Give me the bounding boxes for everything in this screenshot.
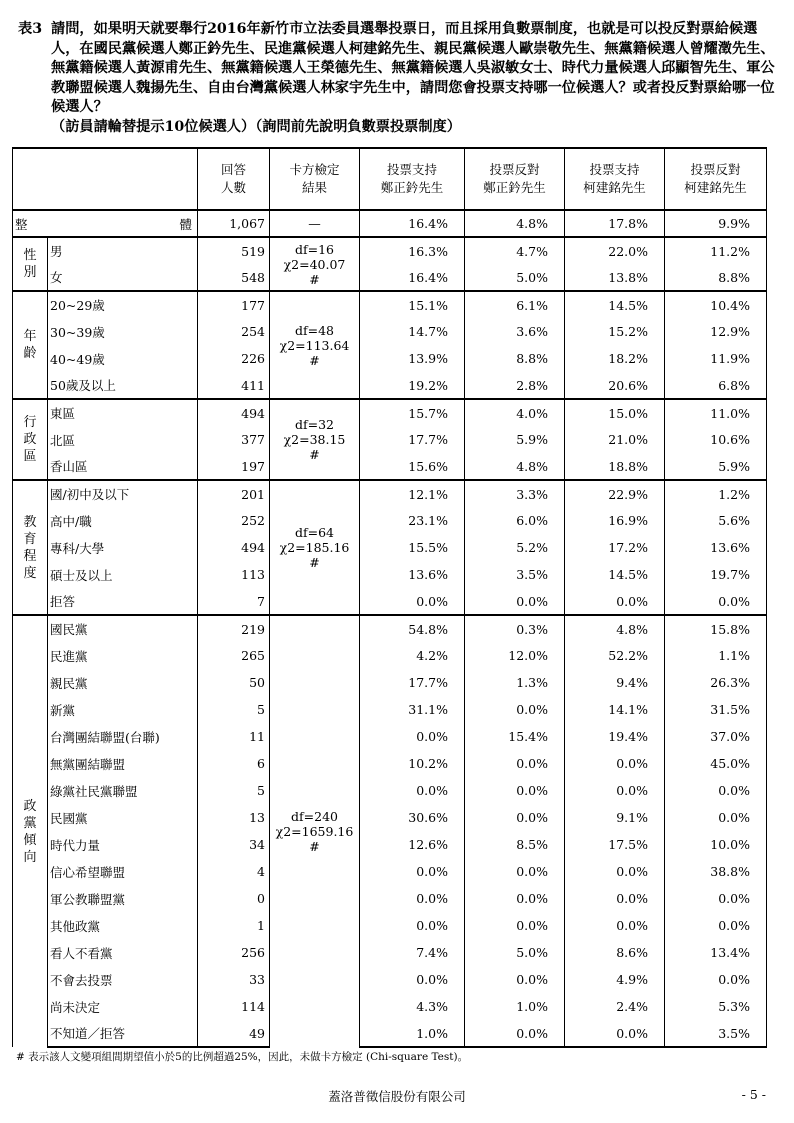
row-pct-2: 0.3%: [465, 615, 565, 642]
row-pct-1: 19.2%: [360, 372, 465, 399]
row-pct-4: 13.4%: [665, 939, 767, 966]
row-label: 看人不看黨: [48, 939, 198, 966]
row-count: 13: [198, 804, 270, 831]
row-pct-4: 13.6%: [665, 534, 767, 561]
row-label: 不會去投票: [48, 966, 198, 993]
row-label: 軍公教聯盟黨: [48, 885, 198, 912]
table-row: [13, 1020, 767, 1047]
row-count: 377: [198, 426, 270, 453]
row-label: 國民黨: [48, 615, 198, 642]
row-pct-1: 54.8%: [360, 615, 465, 642]
row-pct-2: 4.0%: [465, 399, 565, 426]
row-pct-1: 0.0%: [360, 858, 465, 885]
chi-line: df=48: [294, 322, 334, 338]
group-label: 性別: [13, 237, 48, 291]
row-label: 信心希望聯盟: [48, 858, 198, 885]
table-row: [13, 264, 767, 291]
row-pct-4: 0.0%: [665, 912, 767, 939]
row-pct-4: 19.7%: [665, 561, 767, 588]
row-pct-3: 8.6%: [565, 939, 665, 966]
table-row: [13, 480, 767, 507]
chi-line: χ2=113.64: [279, 337, 350, 353]
table-row: [13, 507, 767, 534]
row-pct-1: 7.4%: [360, 939, 465, 966]
row-count: 226: [198, 345, 270, 372]
row-label: 40~49歲: [48, 345, 198, 372]
chi-line: df=16: [294, 241, 334, 257]
row-count: 219: [198, 615, 270, 642]
table-row: [13, 777, 767, 804]
row-pct-3: 0.0%: [565, 588, 665, 615]
row-count: 494: [198, 399, 270, 426]
row-pct-2: 4.8%: [465, 453, 565, 480]
total-pct-3: 17.8%: [565, 210, 665, 237]
row-pct-3: 14.5%: [565, 561, 665, 588]
chi-line: χ2=40.07: [283, 256, 346, 272]
group-label: 行政區: [13, 399, 48, 480]
row-pct-4: 11.2%: [665, 237, 767, 264]
chi-line: χ2=1659.16: [275, 824, 354, 839]
row-pct-1: 0.0%: [360, 723, 465, 750]
header-col-1: 投票支持 鄭正鈐先生: [360, 148, 465, 210]
row-label: 國/初中及以下: [48, 480, 198, 507]
row-pct-2: 3.5%: [465, 561, 565, 588]
row-pct-2: 4.7%: [465, 237, 565, 264]
row-pct-2: 0.0%: [465, 804, 565, 831]
table-row: [13, 615, 767, 642]
row-pct-3: 14.1%: [565, 696, 665, 723]
row-pct-2: 5.0%: [465, 264, 565, 291]
row-pct-1: 13.9%: [360, 345, 465, 372]
row-pct-4: 5.9%: [665, 453, 767, 480]
header-chi: 卡方檢定 結果: [270, 148, 360, 210]
row-pct-3: 0.0%: [565, 858, 665, 885]
chi-square-result: [270, 399, 360, 480]
row-pct-4: 1.2%: [665, 480, 767, 507]
chi-line: #: [309, 352, 320, 368]
row-pct-4: 0.0%: [665, 966, 767, 993]
row-pct-1: 23.1%: [360, 507, 465, 534]
row-count: 177: [198, 291, 270, 318]
row-count: 1: [198, 912, 270, 939]
row-count: 6: [198, 750, 270, 777]
table-row: [13, 399, 767, 426]
header-row: [13, 148, 767, 210]
table-row: [13, 561, 767, 588]
chi-line: #: [309, 555, 320, 570]
row-label: 高中/職: [48, 507, 198, 534]
total-row: [13, 210, 767, 237]
row-pct-3: 17.2%: [565, 534, 665, 561]
row-pct-3: 17.5%: [565, 831, 665, 858]
row-pct-3: 2.4%: [565, 993, 665, 1020]
row-count: 519: [198, 237, 270, 264]
row-pct-3: 14.5%: [565, 291, 665, 318]
row-pct-3: 0.0%: [565, 777, 665, 804]
total-label: 整 體: [13, 210, 198, 237]
row-pct-2: 0.0%: [465, 912, 565, 939]
table-row: [13, 318, 767, 345]
total-pct-2: 4.8%: [465, 210, 565, 237]
table-row: [13, 831, 767, 858]
question-text: 請問，如果明天就要舉行2016年新竹市立法委員選舉投票日，而且採用負數票制度，也就是可以投反對票給候選人，在國民黨候選人鄭正鈐先生、民進黨候選人柯建銘先生、親民黨候選人歐崇敬先生、無黨籍候選人曾耀澂先生、無黨籍候選人黃源甫先生、無黨籍候選人王榮德先生、無黨籍候選人吳淑敏女士、時代力量候選人邱顯智先生、軍公教聯盟候選人魏揚先生、自由台灣黨候選人林家宇先生中，請問您會投票支持哪一位候選人？或者投反對票給哪一位候選人？: [51, 21, 775, 115]
table-row: [13, 372, 767, 399]
table-row: [13, 966, 767, 993]
row-pct-4: 0.0%: [665, 804, 767, 831]
row-pct-2: 8.5%: [465, 831, 565, 858]
table-row: [13, 858, 767, 885]
row-label: 拒答: [48, 588, 198, 615]
row-label: 無黨團結聯盟: [48, 750, 198, 777]
row-label: 尚未決定: [48, 993, 198, 1020]
row-pct-1: 0.0%: [360, 588, 465, 615]
row-count: 265: [198, 642, 270, 669]
row-label: 女: [48, 264, 198, 291]
row-pct-1: 15.7%: [360, 399, 465, 426]
row-pct-2: 15.4%: [465, 723, 565, 750]
row-pct-1: 0.0%: [360, 966, 465, 993]
row-pct-2: 0.0%: [465, 750, 565, 777]
row-pct-3: 0.0%: [565, 1020, 665, 1047]
row-label: 30~39歲: [48, 318, 198, 345]
chi-line: χ2=38.15: [283, 432, 346, 447]
table-row: [13, 642, 767, 669]
row-label: 專科/大學: [48, 534, 198, 561]
row-pct-1: 0.0%: [360, 777, 465, 804]
row-pct-1: 14.7%: [360, 318, 465, 345]
row-label: 50歲及以上: [48, 372, 198, 399]
row-pct-1: 13.6%: [360, 561, 465, 588]
table-row: [13, 885, 767, 912]
row-count: 4: [198, 858, 270, 885]
row-pct-1: 31.1%: [360, 696, 465, 723]
chi-line: df=64: [294, 525, 334, 540]
table-row: [13, 804, 767, 831]
row-pct-2: 3.6%: [465, 318, 565, 345]
row-pct-1: 12.6%: [360, 831, 465, 858]
row-pct-1: 10.2%: [360, 750, 465, 777]
row-pct-3: 9.4%: [565, 669, 665, 696]
row-label: 男: [48, 237, 198, 264]
row-label: 不知道／拒答: [48, 1020, 198, 1047]
row-pct-3: 15.0%: [565, 399, 665, 426]
row-label: 時代力量: [48, 831, 198, 858]
chi-square-result: [270, 615, 360, 1047]
row-pct-4: 11.0%: [665, 399, 767, 426]
table-row: [13, 345, 767, 372]
row-label: 北區: [48, 426, 198, 453]
row-pct-1: 0.0%: [360, 885, 465, 912]
row-pct-3: 0.0%: [565, 750, 665, 777]
row-pct-4: 11.9%: [665, 345, 767, 372]
footnote: # 表示該人文變項組間期望值小於5的比例超過25%，因此，未做卡方檢定 (Chi-square Test)。: [16, 1051, 469, 1063]
row-count: 113: [198, 561, 270, 588]
row-count: 256: [198, 939, 270, 966]
row-count: 0: [198, 885, 270, 912]
row-pct-3: 21.0%: [565, 426, 665, 453]
row-pct-1: 0.0%: [360, 912, 465, 939]
row-pct-4: 38.8%: [665, 858, 767, 885]
row-pct-4: 15.8%: [665, 615, 767, 642]
question-block: [18, 20, 778, 137]
row-pct-1: 12.1%: [360, 480, 465, 507]
table-row: [13, 588, 767, 615]
group-label: 年齡: [13, 291, 48, 399]
row-label: 親民黨: [48, 669, 198, 696]
row-pct-4: 45.0%: [665, 750, 767, 777]
row-pct-1: 30.6%: [360, 804, 465, 831]
row-pct-3: 15.2%: [565, 318, 665, 345]
row-pct-4: 5.3%: [665, 993, 767, 1020]
group-label: 教育程度: [13, 480, 48, 615]
row-pct-4: 6.8%: [665, 372, 767, 399]
total-count: 1,067: [198, 210, 270, 237]
row-pct-2: 2.8%: [465, 372, 565, 399]
row-pct-2: 1.3%: [465, 669, 565, 696]
row-pct-3: 0.0%: [565, 912, 665, 939]
row-count: 5: [198, 777, 270, 804]
row-pct-2: 0.0%: [465, 777, 565, 804]
chi-line: #: [309, 839, 320, 854]
row-label: 民國黨: [48, 804, 198, 831]
row-pct-1: 17.7%: [360, 426, 465, 453]
row-count: 7: [198, 588, 270, 615]
row-label: 香山區: [48, 453, 198, 480]
row-pct-4: 10.6%: [665, 426, 767, 453]
row-pct-2: 5.0%: [465, 939, 565, 966]
row-count: 5: [198, 696, 270, 723]
table-row: [13, 750, 767, 777]
row-pct-4: 3.5%: [665, 1020, 767, 1047]
row-pct-3: 9.1%: [565, 804, 665, 831]
row-pct-4: 26.3%: [665, 669, 767, 696]
row-pct-2: 6.0%: [465, 507, 565, 534]
row-count: 494: [198, 534, 270, 561]
row-pct-2: 6.1%: [465, 291, 565, 318]
table-row: [13, 291, 767, 318]
row-pct-2: 0.0%: [465, 885, 565, 912]
row-pct-2: 5.2%: [465, 534, 565, 561]
chi-square-result: [270, 237, 360, 291]
row-count: 411: [198, 372, 270, 399]
row-label: 20~29歲: [48, 291, 198, 318]
table-label: 表3: [18, 21, 43, 37]
total-chi: —: [270, 210, 360, 237]
header-col-2: 投票反對 鄭正鈐先生: [465, 148, 565, 210]
table-row: [13, 939, 767, 966]
table-row: [13, 993, 767, 1020]
row-pct-4: 8.8%: [665, 264, 767, 291]
row-pct-3: 20.6%: [565, 372, 665, 399]
company-name: 蓋洛普徵信股份有限公司: [328, 1089, 466, 1104]
row-pct-2: 0.0%: [465, 1020, 565, 1047]
chi-line: #: [309, 271, 320, 287]
chi-square-result: [270, 291, 360, 399]
row-pct-1: 15.5%: [360, 534, 465, 561]
group-label: 政黨傾向: [13, 615, 48, 1047]
row-pct-3: 13.8%: [565, 264, 665, 291]
row-pct-1: 17.7%: [360, 669, 465, 696]
row-label: 台灣團結聯盟(台聯): [48, 723, 198, 750]
table-row: [13, 696, 767, 723]
header-col-4: 投票反對 柯建銘先生: [665, 148, 767, 210]
total-pct-4: 9.9%: [665, 210, 767, 237]
row-pct-1: 4.3%: [360, 993, 465, 1020]
row-pct-2: 5.9%: [465, 426, 565, 453]
row-label: 其他政黨: [48, 912, 198, 939]
row-pct-1: 16.4%: [360, 264, 465, 291]
row-pct-3: 22.0%: [565, 237, 665, 264]
row-pct-1: 16.3%: [360, 237, 465, 264]
row-label: 綠黨社民黨聯盟: [48, 777, 198, 804]
row-pct-3: 0.0%: [565, 885, 665, 912]
row-pct-2: 0.0%: [465, 858, 565, 885]
table-row: [13, 534, 767, 561]
row-pct-2: 12.0%: [465, 642, 565, 669]
row-pct-2: 1.0%: [465, 993, 565, 1020]
chi-line: χ2=185.16: [279, 540, 350, 555]
row-count: 34: [198, 831, 270, 858]
row-pct-2: 3.3%: [465, 480, 565, 507]
total-pct-1: 16.4%: [360, 210, 465, 237]
table-row: [13, 723, 767, 750]
row-pct-4: 0.0%: [665, 588, 767, 615]
row-label: 碩士及以上: [48, 561, 198, 588]
row-pct-4: 5.6%: [665, 507, 767, 534]
row-pct-1: 1.0%: [360, 1020, 465, 1047]
row-count: 548: [198, 264, 270, 291]
header-col-3: 投票支持 柯建銘先生: [565, 148, 665, 210]
row-pct-1: 4.2%: [360, 642, 465, 669]
chi-line: df=32: [294, 417, 334, 432]
row-count: 254: [198, 318, 270, 345]
row-pct-3: 19.4%: [565, 723, 665, 750]
row-count: 49: [198, 1020, 270, 1047]
row-count: 201: [198, 480, 270, 507]
row-pct-3: 16.9%: [565, 507, 665, 534]
row-pct-4: 12.9%: [665, 318, 767, 345]
row-count: 197: [198, 453, 270, 480]
row-pct-2: 0.0%: [465, 696, 565, 723]
table-row: [13, 237, 767, 264]
chi-square-result: [270, 480, 360, 615]
page-number: - 5 -: [741, 1087, 766, 1102]
row-pct-3: 4.9%: [565, 966, 665, 993]
crosstab-table: [12, 147, 767, 1048]
row-pct-4: 0.0%: [665, 885, 767, 912]
table-row: [13, 426, 767, 453]
row-pct-4: 0.0%: [665, 777, 767, 804]
row-pct-2: 8.8%: [465, 345, 565, 372]
row-pct-3: 18.2%: [565, 345, 665, 372]
table-row: [13, 669, 767, 696]
table-row: [13, 912, 767, 939]
row-pct-3: 22.9%: [565, 480, 665, 507]
row-pct-1: 15.1%: [360, 291, 465, 318]
chi-line: #: [309, 447, 320, 462]
row-pct-4: 31.5%: [665, 696, 767, 723]
row-label: 民進黨: [48, 642, 198, 669]
chi-line: df=240: [291, 809, 338, 824]
table-row: [13, 453, 767, 480]
row-pct-3: 4.8%: [565, 615, 665, 642]
row-label: 新黨: [48, 696, 198, 723]
header-count: 回答 人數: [198, 148, 270, 210]
row-pct-4: 10.0%: [665, 831, 767, 858]
row-pct-3: 18.8%: [565, 453, 665, 480]
row-label: 東區: [48, 399, 198, 426]
row-pct-4: 1.1%: [665, 642, 767, 669]
row-pct-4: 10.4%: [665, 291, 767, 318]
header-blank: [13, 148, 198, 210]
row-count: 11: [198, 723, 270, 750]
row-pct-3: 52.2%: [565, 642, 665, 669]
row-count: 252: [198, 507, 270, 534]
row-pct-4: 37.0%: [665, 723, 767, 750]
row-pct-2: 0.0%: [465, 588, 565, 615]
interviewer-note: （訪員請輪替提示10位候選人）（詢問前先說明負數票投票制度）: [51, 118, 461, 135]
row-count: 50: [198, 669, 270, 696]
row-pct-2: 0.0%: [465, 966, 565, 993]
row-count: 114: [198, 993, 270, 1020]
row-count: 33: [198, 966, 270, 993]
row-pct-1: 15.6%: [360, 453, 465, 480]
